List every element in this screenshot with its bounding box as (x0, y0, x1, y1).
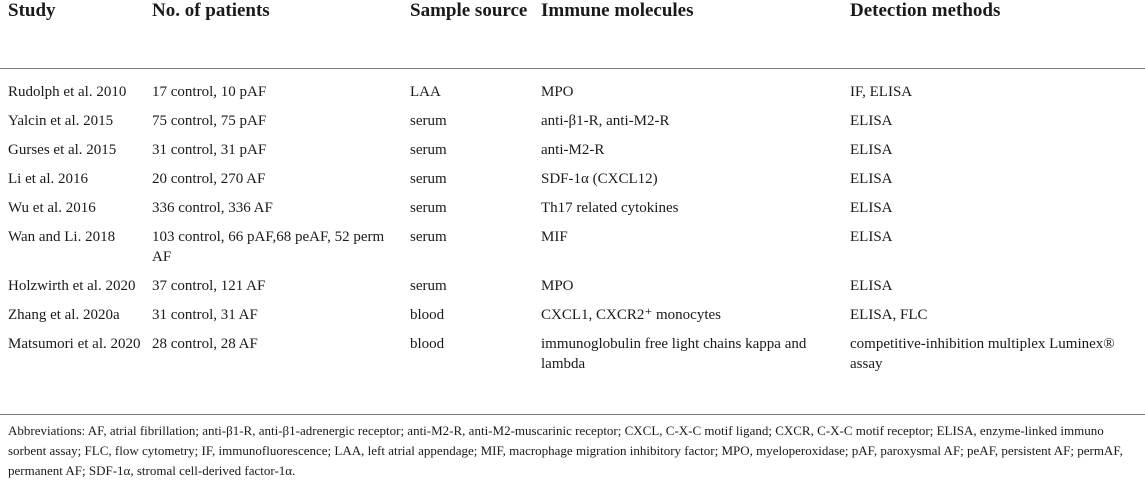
cell-patients: 75 control, 75 pAF (152, 112, 267, 129)
cell-study: Yalcin et al. 2015 (8, 112, 114, 129)
cell-sample-source: serum (410, 277, 447, 294)
table-row (0, 160, 1145, 189)
header-immune-molecules: Immune molecules (533, 0, 842, 68)
header-sample-source: Sample source (402, 0, 533, 68)
cell-immune-molecules: Th17 related cytokines (541, 199, 679, 216)
table-row (0, 189, 1145, 218)
table-row (0, 296, 1145, 325)
cell-immune-molecules: MPO (541, 277, 574, 294)
cell-detection-methods: ELISA (850, 141, 893, 158)
header-row (0, 0, 1145, 68)
cell-immune-molecules: CXCL1, CXCR2⁺ monocytes (541, 306, 722, 323)
table-row (0, 68, 1145, 102)
cell-immune-molecules: anti-M2-R (541, 141, 605, 158)
cell-immune-molecules: anti-β1-R, anti-M2-R (541, 112, 670, 129)
cell-sample-source: serum (410, 199, 447, 216)
cell-immune-molecules: immunoglobulin free light chains kappa and lambda (541, 335, 807, 372)
table-row (0, 325, 1145, 374)
cell-patients: 31 control, 31 AF (152, 306, 258, 323)
abbreviations-footnote: Abbreviations: AF, atrial fibrillation; anti-β1-R, anti-β1-adrenergic receptor; anti-M2-R, anti-M2-muscarinic receptor; CXCL, C-X-C motif ligand; CXCR, C-X-C motif receptor; ELISA, enzyme-linked immuno sorbent assay; FLC, flow cytometry; IF, immunofluorescence; LAA, left atrial appendage; MIF, macrophage migration inhibitory factor; MPO, myeloperoxidase; pAF, paroxysmal AF; peAF, persistent AF; permAF, permanent AF; SDF-1α, stromal cell-derived factor-1α. (8, 423, 1123, 478)
header-study: Study (0, 0, 144, 68)
cell-study: Wu et al. 2016 (8, 199, 96, 216)
cell-study: Matsumori et al. 2020 (8, 335, 141, 352)
cell-detection-methods: ELISA (850, 199, 893, 216)
cell-patients: 37 control, 121 AF (152, 277, 266, 294)
cell-immune-molecules: MIF (541, 228, 568, 245)
cell-detection-methods: competitive-inhibition multiplex Luminex® assay (850, 335, 1115, 372)
cell-study: Rudolph et al. 2010 (8, 83, 127, 100)
cell-sample-source: blood (410, 335, 445, 352)
table-row (0, 102, 1145, 131)
cell-study: Wan and Li. 2018 (8, 228, 116, 245)
cell-patients: 20 control, 270 AF (152, 170, 266, 187)
table-row (0, 218, 1145, 267)
cell-sample-source: serum (410, 112, 447, 129)
cell-detection-methods: ELISA, FLC (850, 306, 928, 323)
cell-study: Holzwirth et al. 2020 (8, 277, 136, 294)
table-row (0, 267, 1145, 296)
cell-patients: 31 control, 31 pAF (152, 141, 267, 158)
cell-detection-methods: ELISA (850, 277, 893, 294)
cell-patients: 103 control, 66 pAF,68 peAF, 52 perm AF (152, 228, 385, 265)
header-detection-methods: Detection methods (842, 0, 1145, 68)
cell-patients: 336 control, 336 AF (152, 199, 273, 216)
cell-sample-source: LAA (410, 83, 441, 100)
cell-detection-methods: IF, ELISA (850, 83, 913, 100)
cell-sample-source: blood (410, 306, 445, 323)
cell-immune-molecules: SDF-1α (CXCL12) (541, 170, 658, 187)
cell-sample-source: serum (410, 228, 447, 245)
cell-detection-methods: ELISA (850, 170, 893, 187)
table-row (0, 131, 1145, 160)
cell-patients: 17 control, 10 pAF (152, 83, 267, 100)
header-no-of-patients: No. of patients (144, 0, 402, 68)
cell-sample-source: serum (410, 170, 447, 187)
cell-study: Gurses et al. 2015 (8, 141, 117, 158)
table-bottom-rule (0, 414, 1145, 415)
cell-study: Li et al. 2016 (8, 170, 88, 187)
cell-detection-methods: ELISA (850, 228, 893, 245)
cell-study: Zhang et al. 2020a (8, 306, 120, 323)
cell-sample-source: serum (410, 141, 447, 158)
cell-detection-methods: ELISA (850, 112, 893, 129)
cell-immune-molecules: MPO (541, 83, 574, 100)
cell-patients: 28 control, 28 AF (152, 335, 258, 352)
